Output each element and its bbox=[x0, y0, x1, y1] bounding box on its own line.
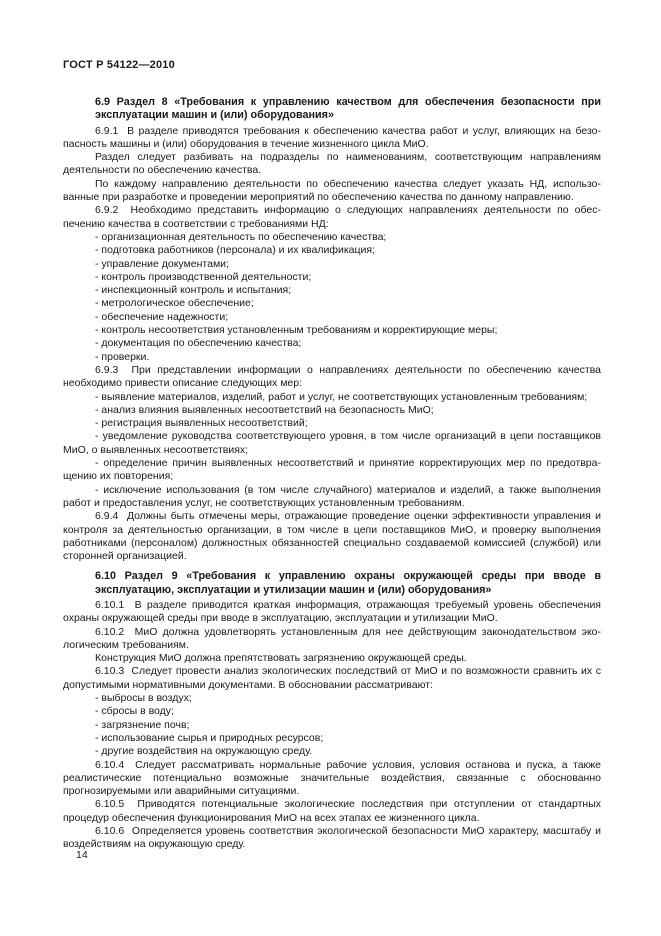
list-item: - использование сырья и природных ресурсов; bbox=[95, 731, 324, 744]
list-item: - выбросы в воздух; bbox=[95, 692, 192, 705]
paragraph: По каждому направлению деятельности по обеспечению качества следует указать НД, использованные при разработке и проведении мероприятий по обеспечению качества по данному направлению. bbox=[63, 177, 601, 204]
page-number: 14 bbox=[76, 849, 88, 861]
list-item: - анализ влияния выявленных несоответствий на безопасность МиО; bbox=[95, 403, 434, 416]
section-heading: 6.9 Раздел 8 «Требования к управлению качеством для обеспечения безопасности при эксплуатации машин и (или) оборудования» bbox=[95, 96, 601, 122]
list-item: - другие воздействия на окружающую среду. bbox=[95, 745, 313, 758]
list-item: - загрязнение почв; bbox=[95, 718, 190, 731]
paragraph: 6.10.5 Приводятся потенциальные экологические последствия при отступлении от стандартных процедур обеспечения функционирования МиО на всех этапах ее жизненного цикла. bbox=[63, 798, 601, 824]
paragraph: 6.9.2 Необходимо представить информацию о следующих направлениях деятельности по обеспечению качества в соответствии с требованиями НД: bbox=[63, 204, 601, 230]
list-item: - выявление материалов, изделий, работ и услуг, не соответствующих установленным требованиям; bbox=[95, 390, 588, 403]
document-body bbox=[63, 89, 601, 852]
list-item: - подготовка работников (персонала) и их квалификация; bbox=[95, 244, 375, 257]
paragraph: 6.10.1 В разделе приводится краткая информация, отражающая требуемый уровень обеспечения охраны окружающей среды при вводе в эксплуатацию, эксплуатации и утилизации МиО. bbox=[63, 598, 601, 625]
list-item: - регистрация выявленных несоответствий; bbox=[95, 417, 308, 430]
list-item: - обеспечение надежности; bbox=[95, 310, 229, 323]
paragraph: Раздел следует разбивать на подразделы по наименованиям, соответствующим направлениям деятельности по обеспечению качества. bbox=[63, 151, 601, 177]
running-header: ГОСТ Р 54122—2010 bbox=[63, 59, 175, 71]
paragraph: 6.10.6 Определяется уровень соответствия экологической безопасности МиО характеру, масштабу и воздействиям на окружающую среду. bbox=[63, 825, 601, 851]
list-item: - контроль несоответствия установленным требованиям и корректирующие меры; bbox=[95, 324, 498, 337]
list-item: - метрологическое обеспечение; bbox=[95, 297, 254, 310]
paragraph: 6.10.2 МиО должна удовлетворять установленным для нее действующим законодательством экологическим требованиям. bbox=[63, 625, 601, 651]
list-item: - уведомление руководства соответствующего уровня, в том числе организаций в цепи поставщиков МиО, о выявленных несоответствиях; bbox=[63, 430, 601, 456]
paragraph: 6.9.1 В разделе приводятся требования к обеспечению качества работ и услуг, влияющих на безопасность машины и (или) оборудования в течение жизненного цикла МиО. bbox=[63, 124, 601, 150]
list-item: - контроль производственной деятельности; bbox=[95, 270, 312, 283]
list-item: - исключение использования (в том числе случайного) материалов и изделий, а также выполнения работ и предоставления услуг, не соответствующих установленным требованиям. bbox=[63, 483, 601, 509]
list-item: - организационная деятельность по обеспечению качества; bbox=[95, 230, 387, 243]
paragraph: 6.9.3 При представлении информации о направлениях деятельности по обеспечению качества необходимо привести описание следующих мер: bbox=[63, 363, 601, 390]
list-item: - документация по обеспечению качества; bbox=[95, 337, 302, 350]
paragraph: 6.10.4 Следует рассматривать нормальные рабочие условия, условия останова и пуска, а также реалистические потенциально возможные значительные воздействия, связанные с обоснованно прогнозируемыми или аварийными ситуациями. bbox=[63, 758, 601, 798]
list-item: - проверки. bbox=[95, 350, 150, 363]
list-item: - определение причин выявленных несоответствий и принятие корректирующих мер по предотвращению их повторения; bbox=[63, 457, 601, 483]
paragraph: 6.10.3 Следует провести анализ экологических последствий от МиО и по возможности сравнить их с допустимыми нормативными документами. В обосновании рассматривают: bbox=[63, 665, 601, 691]
paragraph: Конструкция МиО должна препятствовать загрязнению окружающей среды. bbox=[95, 652, 467, 665]
list-item: - инспекционный контроль и испытания; bbox=[95, 284, 292, 297]
paragraph: 6.9.4 Должны быть отмечены меры, отражающие проведение оценки эффективности управления и контроля за деятельностью организации, в том числе в цепи поставщиков МиО, и проверку выполнения работниками (персоналом) должностных обязанностей специально создаваемой комиссией (службой) или сторонней организацией. bbox=[63, 510, 601, 563]
list-item: - сбросы в воду; bbox=[95, 705, 174, 718]
section-heading: 6.10 Раздел 9 «Требования к управлению охраны окружающей среды при вводе в эксплуатацию, эксплуатации и утилизации машин и (или) оборудования» bbox=[95, 570, 601, 596]
list-item: - управление документами; bbox=[95, 257, 229, 270]
